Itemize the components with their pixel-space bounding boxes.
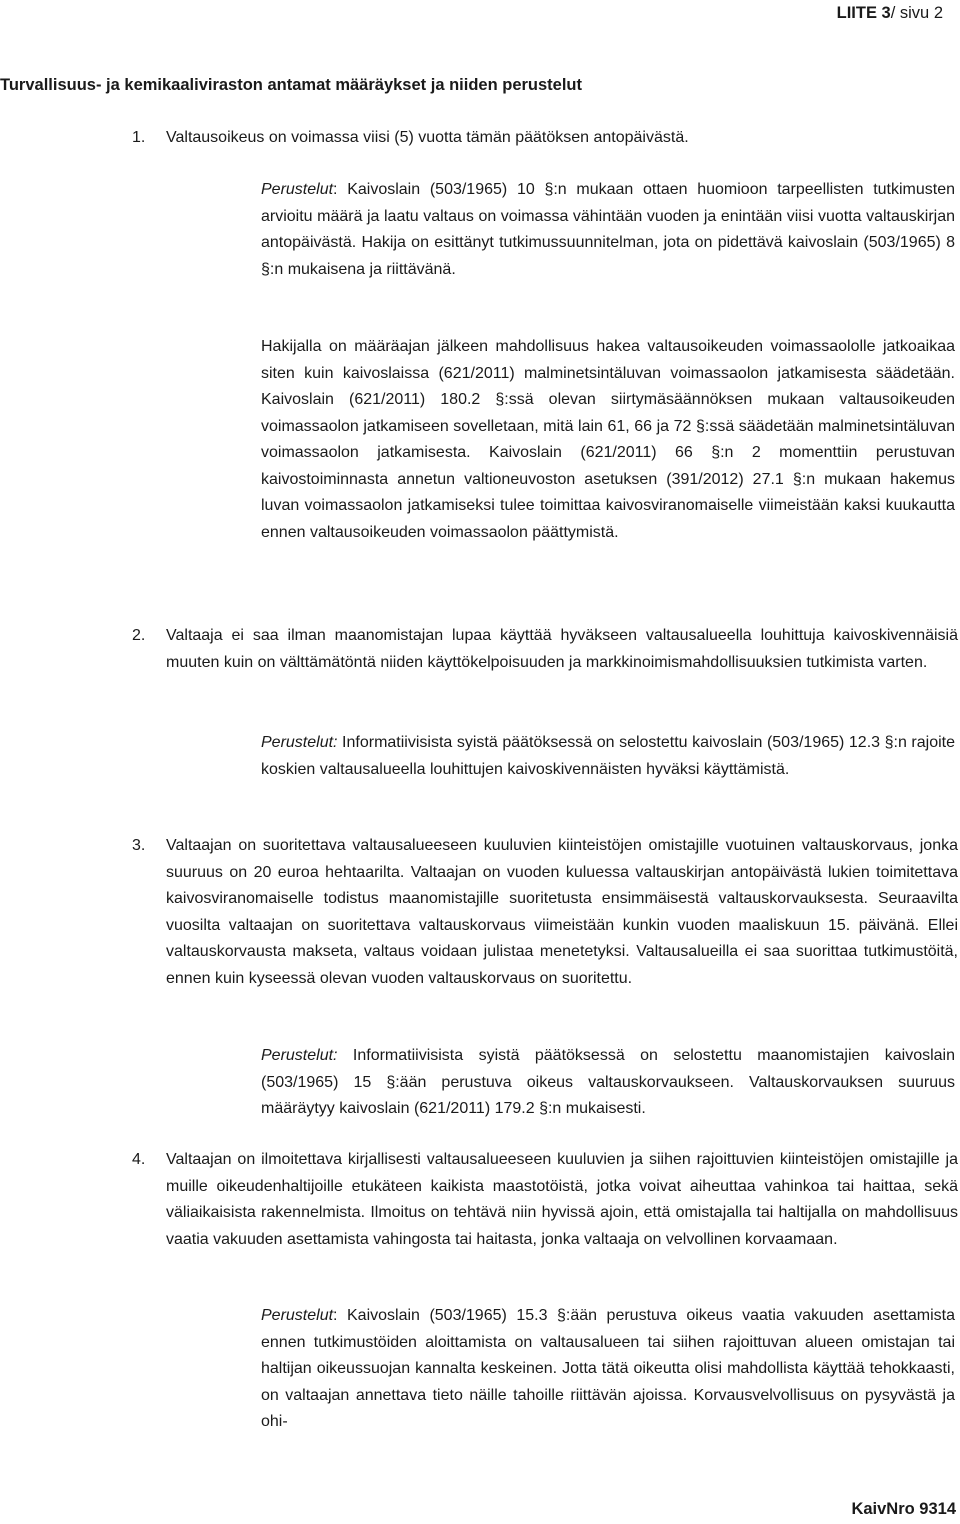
reasoning-paragraph	[261, 334, 955, 546]
reasoning-text: Informatiivisista syistä päätöksessä on selostettu maanomistajien kaivoslain (503/1965) 15 §:ään perustuva oikeus valtauskorvaukseen. Valtauskorvauksen suuruus määräytyy kaivoslain (621/2011) 179.2 §:n mukaisesti.	[261, 1047, 955, 1117]
provision-number: 3.	[132, 837, 146, 854]
provision-text: Valtaaja ei saa ilman maanomistajan lupaa käyttää hyväkseen valtausalueella louhittuja kaivoskivennäisiä muuten kuin on välttämätöntä niiden käyttökelpoisuuden ja markkinoimismahdollisuuksien tutkimista varten.	[166, 627, 958, 671]
reasoning-paragraph	[261, 730, 955, 783]
provision-number: 4.	[132, 1151, 146, 1168]
reasoning-text: : Kaivoslain (503/1965) 15.3 §:ään perustuva oikeus vaatia vakuuden asettamista ennen tutkimustöiden aloittamista on valtausalueen tai siihen rajoittuvan alueen omistajan tai haltijan oikeussuojan kannalta keskeinen. Jotta tätä oikeutta olisi mahdollista käyttää tehokkaasti, on valtaajan annettava tieto näille tahoille riittävän ajoissa. Korvausvelvollisuus on pysyvästä ja ohi-	[261, 1307, 955, 1430]
reasoning-paragraph	[261, 177, 955, 283]
provision-1	[132, 125, 960, 155]
reasoning-text: Informatiivisista syistä päätöksessä on selostettu kaivoslain (503/1965) 12.3 §:n rajoite koskien valtausalueella louhittujen kaivoskivennäisten hyväksi käyttämistä.	[261, 734, 955, 778]
document-title: Turvallisuus- ja kemikaaliviraston antamat määräykset ja niiden perustelut	[0, 76, 583, 94]
reasoning-label: Perustelut:	[261, 1047, 338, 1064]
page-number: / sivu 2	[890, 4, 943, 22]
reasoning-label: Perustelut	[261, 1307, 334, 1324]
provision-number: 1.	[132, 129, 146, 146]
reasoning-paragraph	[261, 1043, 955, 1123]
case-number: KaivNro 9314	[851, 1500, 956, 1518]
provision-2	[132, 623, 960, 713]
provision-text: Valtaajan on suoritettava valtausalueeseen kuuluvien kiinteistöjen omistajille vuotuinen valtauskorvaus, jonka suuruus on 20 euroa hehtaarilta. Valtaajan on vuoden kuluessa valtauskirjan antopäivästä lukien toimitettava kaivosviranomaiselle todistus maanomistajille suoritetusta ensimmäisestä valtauskorvauksesta. Seuraavilta vuosilta valtaajan on suoritettava valtauskorvaus viimeistään kunkin vuoden maaliskuun 15. päivänä. Ellei valtauskorvausta makseta, valtaus voidaan julistaa menetetyksi. Valtausalueilla ei saa suorittaa tutkimustöitä, ennen kuin kyseessä olevan vuoden valtauskorvaus on suoritettu.	[166, 837, 958, 987]
provision-number: 2.	[132, 627, 146, 644]
provision-3	[132, 833, 960, 1023]
provision-text: Valtausoikeus on voimassa viisi (5) vuotta tämän päätöksen antopäivästä.	[166, 129, 689, 146]
reasoning-paragraph	[261, 1303, 955, 1436]
reasoning-label: Perustelut:	[261, 734, 338, 751]
page-header	[837, 0, 943, 26]
reasoning-text: Hakijalla on määräajan jälkeen mahdollisuus hakea valtausoikeuden voimassaololle jatkoaikaa siten kuin kaivoslaissa (621/2011) malminetsintäluvan voimassaolon jatkamisesta säädetään. Kaivoslain (621/2011) 180.2 §:ssä olevan siirtymäsäännöksen mukaan valtausoikeuden voimassaolon jatkamiseen sovelletaan, mitä lain 61, 66 ja 72 §:ssä säädetään malminetsintäluvan voimassaolon jatkamisesta. Kaivoslain (621/2011) 66 §:n 2 momenttiin perustuvan kaivostoiminnasta annetun valtioneuvoston asetuksen (391/2012) 27.1 §:n mukaan hakemus luvan voimassaolon jatkamiseksi tulee toimittaa kaivosviranomaiselle viimeistään kaksi kuukautta ennen valtausoikeuden voimassaolon päättymistä.	[261, 338, 955, 541]
reasoning-text: : Kaivoslain (503/1965) 10 §:n mukaan ottaen huomioon tarpeellisten tutkimusten arvioitu määrä ja laatu valtaus on voimassa vähintään vuoden ja enintään viisi vuotta valtauskirjan antopäivästä. Hakija on esittänyt tutkimussuunnitelman, jota on pidettävä kaivoslain (503/1965) 8 §:n mukaisena ja riittävänä.	[261, 181, 955, 278]
provision-text: Valtaajan on ilmoitettava kirjallisesti valtausalueeseen kuuluvien ja siihen rajoittuvien kiinteistöjen omistajille ja muille oikeudenhaltijoille etukäteen kaikista maastotöistä, jotka voivat aiheuttaa vahinkoa tai haittaa, sekä väliaikaisista rakennelmista. Ilmoitus on tehtävä niin hyvissä ajoin, että omistajalla tai haltijalla on mahdollisuus vaatia vakuuden asettamista vahingosta tai haitasta, jonka valtaaja on velvollinen korvaamaan.	[166, 1151, 958, 1248]
attachment-label: LIITE 3	[836, 4, 891, 22]
provision-4	[132, 1147, 960, 1287]
reasoning-label: Perustelut	[261, 181, 334, 198]
